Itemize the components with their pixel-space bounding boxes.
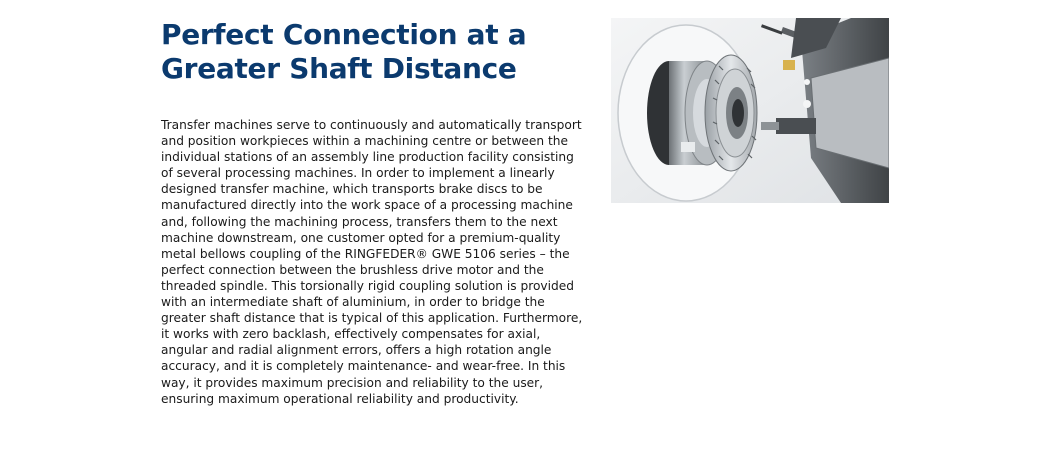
machine-photo: [611, 18, 889, 203]
lathe-brake-disc-illustration: [611, 18, 889, 203]
article: [161, 18, 586, 407]
article-title: Perfect Connection at a Greater Shaft Distance: [161, 18, 527, 85]
article-body: Transfer machines serve to continuously and automatically transport and position workpieces within a machining centre or between the individual stations of an assembly line production facility consisting of several processing machines. In order to implement a linearly designed transfer machine, which transports brake discs to be manufactured directly into the work space of a processing machine and, following the machining process, transfers them to the next machine downstream, one customer opted for a premium-quality metal bellows coupling of the RINGFEDER® GWE 5106 series – the perfect connection between the brushless drive motor and the threaded spindle. This torsionally rigid coupling solution is provided with an intermediate shaft of aluminium, in order to bridge the greater shaft distance that is typical of this application. Furthermore, it works with zero backlash, effectively compensates for axial, angular and radial alignment errors, offers a high rotation angle accuracy, and it is completely maintenance- and wear-free. In this way, it provides maximum precision and reliability to the user, ensuring maximum operational reliability and productivity.: [161, 118, 583, 406]
